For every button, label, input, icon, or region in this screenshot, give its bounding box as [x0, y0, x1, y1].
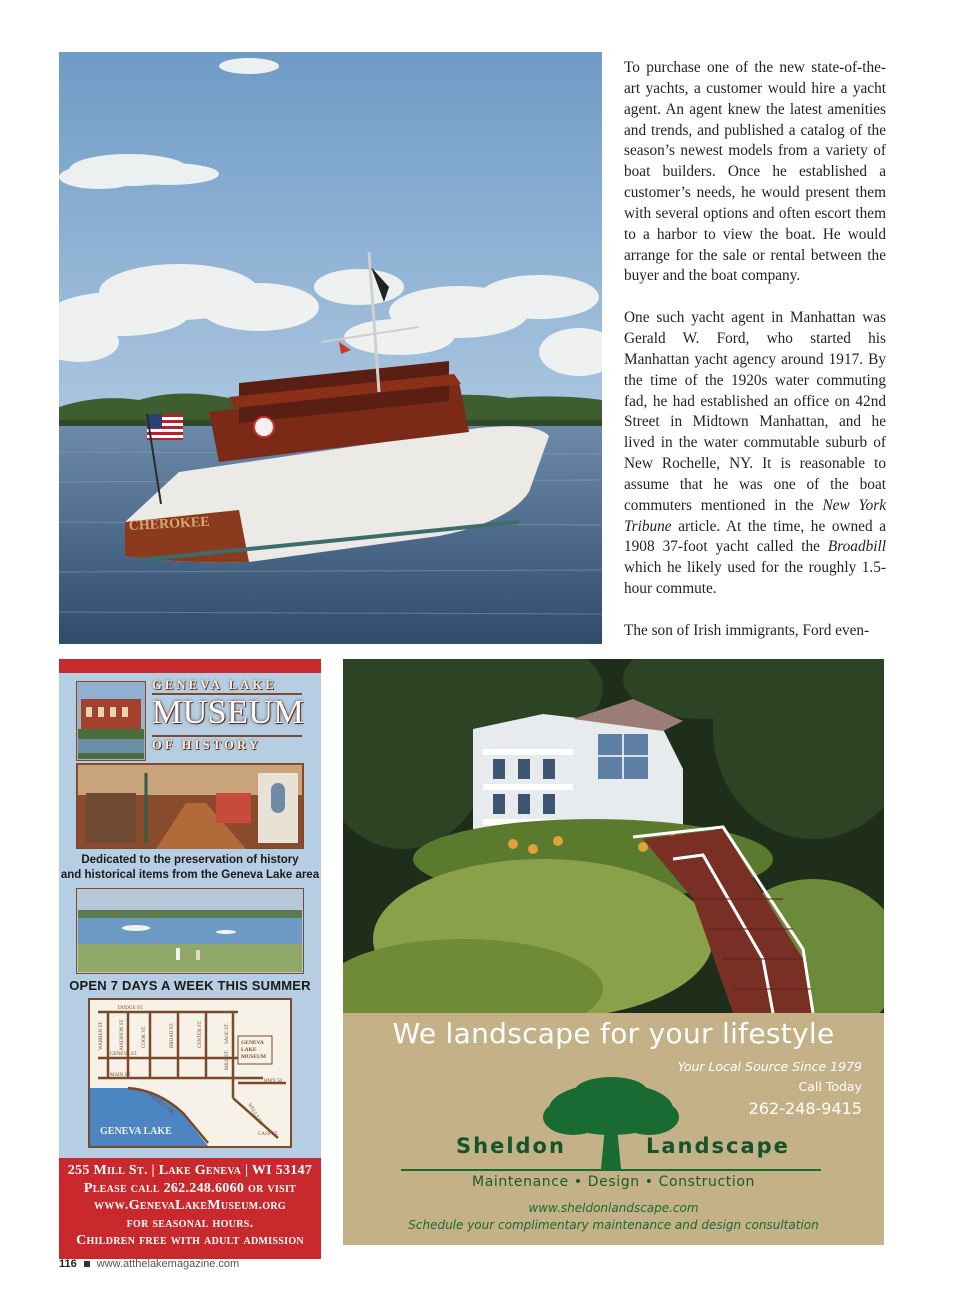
landscape-headline: We landscape for your lifestyle: [392, 1017, 835, 1050]
map-label: MAIN ST.: [110, 1073, 132, 1078]
article-body: [624, 58, 886, 642]
map-museum-label: MUSEUM: [241, 1054, 267, 1060]
article-p2-part3: which he likely used for the roughly 1.5-hour commute.: [624, 559, 886, 598]
map-museum-label: GENEVA: [241, 1040, 264, 1046]
landscape-name-left: Sheldon: [456, 1134, 566, 1158]
map-label: HWY 50: [264, 1079, 283, 1084]
museum-building-photo: [76, 681, 146, 761]
map-label: WRIGLEY DR.: [146, 1091, 175, 1117]
landscape-services: Maintenance • Design • Construction: [472, 1174, 755, 1190]
article-paragraph-3: The son of Irish immigrants, Ford even-: [624, 621, 870, 639]
page-number: 116: [59, 1258, 77, 1270]
article-paragraph-2: [624, 308, 886, 600]
map-label: WELLS ST.: [246, 1102, 263, 1127]
article-paragraph-1: To purchase one of the new state-of-the-art yachts, a customer would hire a yacht agent. An agent knew the latest amenities and trends, and published a catalog of the season’s newest models from a variety of boat builders. Once he established a customer’s needs, he would present them with several options and often escort them to a harbor to view the boat. He would arrange for the sale or rental between the buyer and the boat company.: [624, 59, 886, 285]
museum-ad: [59, 659, 321, 1248]
landscape-local-source: Your Local Source Since 1979: [677, 1059, 862, 1074]
page-footer: [59, 1258, 239, 1270]
museum-address-line: Children free with adult admission: [76, 1233, 304, 1248]
boat-stern-name: CHEROKEE: [128, 514, 211, 534]
map-label: WARREN ST.: [99, 1020, 104, 1050]
museum-address-line: for seasonal hours.: [126, 1215, 254, 1231]
museum-title-bottom: OF HISTORY: [152, 738, 262, 752]
museum-address-block: [59, 1158, 321, 1259]
footer-url: www.atthelakemagazine.com: [96, 1258, 240, 1270]
boat-photo: [59, 52, 602, 644]
landscape-call-today: Call Today: [798, 1079, 862, 1094]
map-label: CENTER ST.: [198, 1020, 203, 1048]
map-label: BROAD ST.: [170, 1022, 175, 1048]
museum-location-map: [88, 998, 292, 1148]
museum-title-rule: [152, 735, 302, 737]
article-p2-italic-newspaper: New York Tribune: [624, 496, 886, 535]
article-p2-part1: One such yacht agent in Manhattan was Gerald W. Ford, who started his Manhattan yacht agency around 1917. By the time of the 1920s water commuting fad, he had established an office on 42nd Street in Midtown Manhattan, and he lived in the water commutable suburb of New Rochelle, NY. It is reasonable to assume that he was one of the boat commuters mentioned in the: [624, 309, 886, 514]
map-label: SAGE ST.: [225, 1022, 230, 1044]
square-bullet-icon: [84, 1261, 90, 1267]
museum-hours: OPEN 7 DAYS A WEEK THIS SUMMER: [69, 978, 311, 993]
landscape-house-photo: [343, 659, 884, 1013]
museum-address-line: 255 Mill St. | Lake Geneva | WI 53147: [67, 1163, 313, 1178]
museum-interior-photo: [76, 763, 304, 849]
museum-address-line: Please call 262.248.6060 or visit: [83, 1180, 297, 1196]
article-p2-italic-yacht: Broadbill: [827, 538, 886, 556]
landscape-name-right: Landscape: [646, 1134, 790, 1158]
article-p2-part2: article. At the time, he owned a 1908 37-foot yacht called the: [624, 517, 886, 556]
map-label: CASS ST.: [258, 1132, 279, 1137]
museum-address-line: www.GenevaLakeMuseum.org: [94, 1198, 286, 1213]
landscape-logo-rule: [401, 1169, 821, 1171]
museum-dedication: [59, 853, 321, 883]
landscape-consultation: Schedule your complimentary maintenance and design consultation: [408, 1218, 819, 1232]
landscape-ad: [343, 659, 884, 1245]
landscape-website: www.sheldonlandscape.com: [528, 1201, 699, 1215]
map-label: MADISON ST.: [120, 1018, 125, 1050]
map-label: DODGE ST.: [118, 1006, 144, 1011]
map-museum-label: LAKE: [241, 1047, 257, 1053]
museum-dedication-line: Dedicated to the preservation of history: [81, 854, 299, 866]
map-label: GENEVA ST.: [110, 1052, 138, 1057]
map-lake-label: GENEVA LAKE: [100, 1126, 172, 1137]
museum-title-top: GENEVA LAKE: [152, 678, 277, 692]
museum-dedication-line: and historical items from the Geneva Lake area: [60, 869, 320, 881]
map-label: COOK ST.: [142, 1025, 147, 1048]
landscape-phone: 262-248-9415: [748, 1099, 862, 1118]
museum-title-main: MUSEUM: [152, 694, 305, 731]
map-label: MILL ST.: [225, 1050, 230, 1070]
tree-logo-icon: [543, 1077, 679, 1173]
museum-lake-painting: [76, 888, 304, 974]
